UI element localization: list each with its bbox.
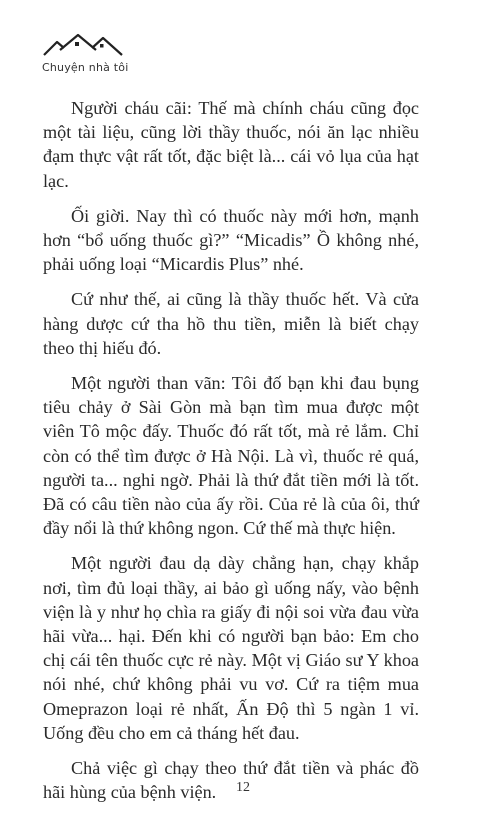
paragraph: Cứ như thế, ai cũng là thầy thuốc hết. Và cửa hàng dược cứ tha hồ thu tiền, miễn là biết chạy theo thị hiếu đó. bbox=[43, 289, 419, 358]
page-number: 12 bbox=[236, 780, 250, 795]
house-roofs-icon bbox=[42, 30, 124, 58]
paragraph: Người cháu cãi: Thế mà chính cháu cũng đọc một tài liệu, cũng lời thầy thuốc, nói ăn lạc nhiều đạm thực vật rất tốt, đặc biệt là... cái vỏ lụa của hạt lạc. bbox=[43, 98, 419, 191]
series-title: Chuyện nhà tôi bbox=[42, 61, 129, 74]
page-header bbox=[42, 30, 132, 80]
paragraph: Một người đau dạ dày chẳng hạn, chạy khắp nơi, tìm đủ loại thầy, ai bảo gì uống nấy, vào bệnh viện là y như họ chìa ra giấy đi nội soi vừa đau vừa hãi vừa... hại. Đến khi có người bạn bảo: Em cho chị cái tên thuốc cực rẻ này. Một vị Giáo sư Y khoa nói nhé, chứ không phải vu vơ. Cứ ra tiệm mua Omeprazon loại rẻ nhất, Ấn Độ thì 5 ngàn 1 vỉ. Uống đều cho em cả tháng hết đau. bbox=[43, 553, 419, 743]
paragraph: Chả việc gì chạy theo thứ đắt tiền và phác đồ hãi hùng của bệnh viện. bbox=[43, 758, 419, 803]
paragraph: Ối giời. Nay thì có thuốc này mới hơn, mạnh hơn “bổ uống thuốc gì?” “Micadis” Ồ không nhé, phải uống loại “Micardis Plus” nhé. bbox=[43, 205, 419, 275]
body-text bbox=[43, 96, 419, 815]
paragraph: Một người than vãn: Tôi đố bạn khi đau bụng tiêu chảy ở Sài Gòn mà bạn tìm mua được một viên Tô mộc đấy. Thuốc đó rất tốt, mà rẻ lắm. Chỉ còn có thể tìm được ở Hà Nội. Là vì, thuốc rẻ quá, người ta... nghi ngờ. Phải là thứ đắt tiền mới là tốt. Đã có câu tiền nào của ấy rồi. Của rẻ là của ôi, thứ đầy nổi là thứ không ngon. Cứ thế mà thực hiện. bbox=[43, 373, 419, 539]
